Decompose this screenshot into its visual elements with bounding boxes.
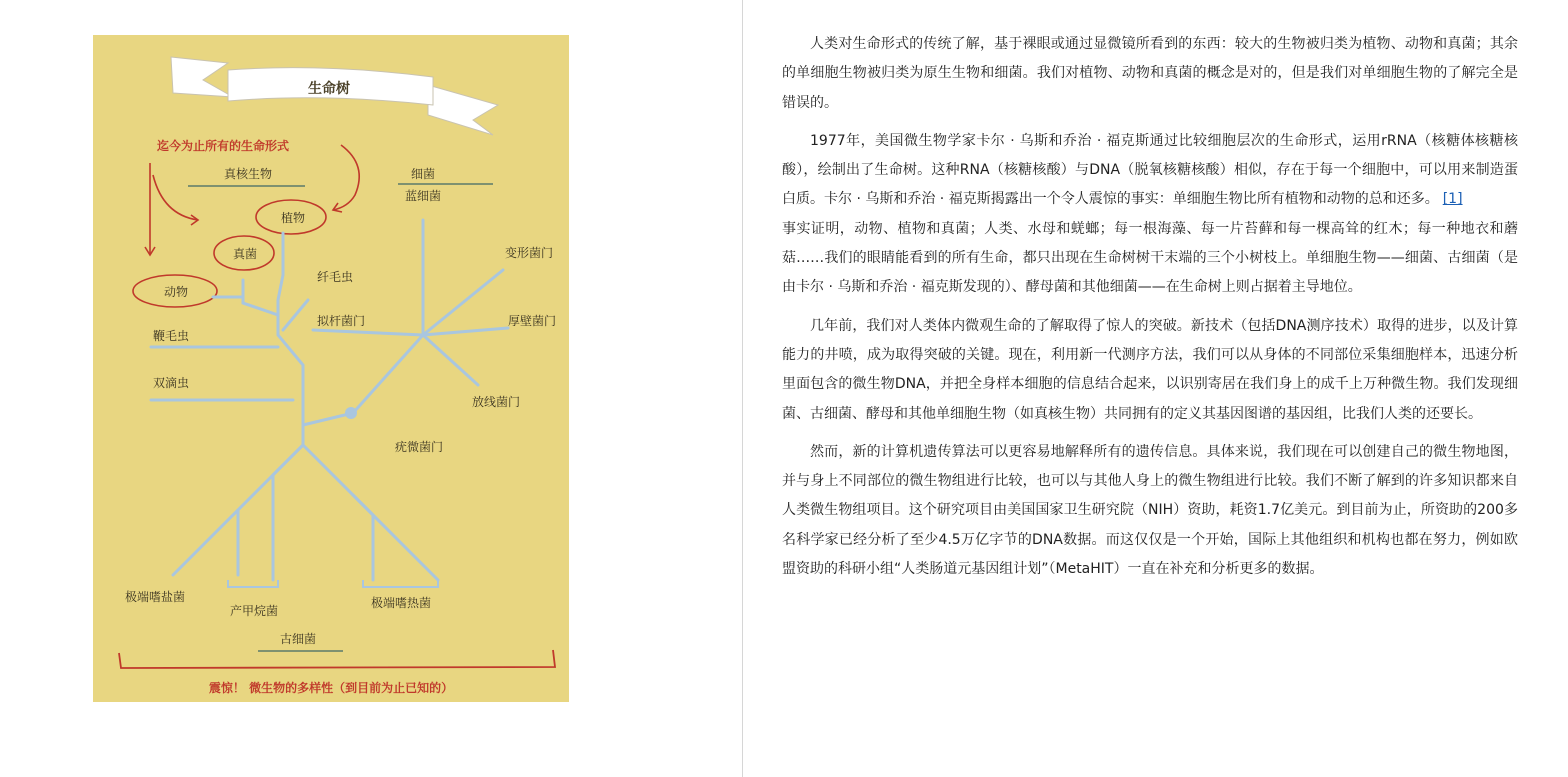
label-proteobacteria: 变形菌门: [505, 246, 554, 260]
label-ciliates: 纤毛虫: [317, 270, 354, 284]
group-eukaryotes: 真核生物: [223, 167, 273, 181]
group-bacteria: 细菌: [410, 167, 436, 181]
page-divider: [742, 0, 743, 777]
label-spirochetes: 疣微菌门: [395, 440, 444, 454]
branch-thermophiles-2: [353, 495, 438, 580]
label-fungi: 真菌: [232, 247, 258, 261]
arrow-curve-right: [333, 145, 359, 210]
branch-thermophiles: [303, 445, 373, 580]
bottom-bracket: [119, 650, 555, 668]
paragraph-3: 事实证明，动物、植物和真菌；人类、水母和蜣螂；每一根海藻、每一片苔藓和每一棵高耸的红木；每一种地衣和蘑菇……我们的眼睛能看到的所有生命，都只出现在生命树树干末端的三个小树枝上。单细胞生物——细菌、古细菌（是由卡尔 · 乌斯和乔治 · 福克斯发现的）、酵母菌和其他细菌——在生命树上则占据着主导地位。: [782, 220, 1518, 296]
paragraph-5: 然而，新的计算机遗传算法可以更容易地解释所有的遗传信息。具体来说，我们现在可以创建自己的微生物地图，并与身上不同部位的微生物组进行比较，也可以与其他人身上的微生物组进行比较。我们不断了解到的许多知识都来自人类微生物组项目。这个研究项目由美国国家卫生研究院（NIH）资助，耗资1.7亿美元。到目前为止，所资助的200多名科学家已经分析了至少4.5万亿字节的DNA数据。而这仅仅是一个开始，国际上其他组织和机构也都在努力，例如欧盟资助的科研小组“人类肠道元基因组计划”（MetaHIT）一直在补充和分析更多的数据。: [782, 443, 1518, 578]
caption-bottom: 震惊！ 微生物的多样性（到目前为止已知的）: [208, 681, 454, 695]
caption-top: 迄今为止所有的生命形式: [157, 139, 290, 153]
bracket-thermophiles: [363, 580, 438, 587]
bracket-methanogens: [228, 580, 278, 587]
label-flagellates: 鞭毛虫: [153, 329, 190, 343]
label-methanogens: 产甲烷菌: [230, 604, 279, 618]
tree-of-life-figure: [93, 35, 569, 702]
label-halophiles: 极端嗜盐菌: [125, 590, 186, 604]
branch-slime-molds: [313, 330, 423, 335]
paragraph-1: 人类对生命形式的传统了解，基于裸眼或通过显微镜所看到的东西：较大的生物被归类为植物、动物和真菌；其余的单细胞生物被归类为原生生物和细菌。我们对植物、动物和真菌的概念是对的，但是我们对单细胞生物的了解完全是错误的。: [782, 36, 1518, 111]
label-thermophiles: 极端嗜热菌: [371, 596, 432, 610]
tree-of-life-diagram: [93, 35, 569, 702]
branch-actinobacteria: [423, 335, 478, 385]
label-slime-molds: 拟杆菌门: [317, 314, 366, 328]
paragraph-2-text: 1977年，美国微生物学家卡尔 · 乌斯和乔治 · 福克斯通过比较细胞层次的生命形式，运用rRNA（核糖体核糖核酸），绘制出了生命树。这种RNA（核糖核酸）与DNA（脱氧核糖核酸）相似，存在于每一个细胞中，可以用来制造蛋白质。卡尔 · 乌斯和乔治 · 福克斯揭露出一个令人震惊的事实：单细胞生物比所有植物和动物的总和还多。: [782, 132, 1518, 208]
footnote-ref-1[interactable]: [1]: [1442, 191, 1463, 208]
branch-proteobacteria: [423, 270, 503, 335]
paragraph-4: 几年前，我们对人类体内微观生命的了解取得了惊人的突破。新技术（包括DNA测序技术）取得的进步，以及计算能力的井喷，成为取得突破的关键。现在，利用新一代测序方法，我们可以从身体的不同部位采集细胞样本，迅速分析里面包含的微生物DNA，并把全身样本细胞的信息结合起来，以识别寄居在我们身上的成千上万种微生物。我们发现细菌、古细菌、酵母和其他单细胞生物（如真核生物）共同拥有的定义其基因图谱的基因组，比我们人类的还要长。: [782, 317, 1518, 422]
branch-to-bacteria: [303, 335, 423, 425]
banner-left-tail: [171, 57, 233, 97]
arrow-curve-mid: [153, 175, 198, 220]
paragraph-2: [782, 127, 1518, 215]
branch-trunk-euk: [278, 233, 303, 445]
label-cyanobacteria: 蓝细菌: [405, 189, 442, 203]
root-node: [345, 407, 357, 419]
label-animals: 动物: [163, 285, 189, 299]
group-archaea: 古细菌: [279, 632, 317, 646]
article-body: [782, 30, 1518, 593]
branch-fungi: [243, 280, 278, 315]
banner-right-tail: [428, 85, 498, 135]
label-plants: 植物: [280, 211, 306, 225]
label-actinobacteria: 放线菌门: [472, 395, 521, 409]
branch-firmicutes: [423, 328, 508, 335]
label-firmicutes: 厚壁菌门: [508, 314, 557, 328]
label-diplomonads: 双滴虫: [153, 376, 190, 390]
branch-methanogens: [273, 445, 303, 580]
branch-ciliates: [283, 300, 308, 330]
figure-title: 生命树: [308, 81, 350, 97]
